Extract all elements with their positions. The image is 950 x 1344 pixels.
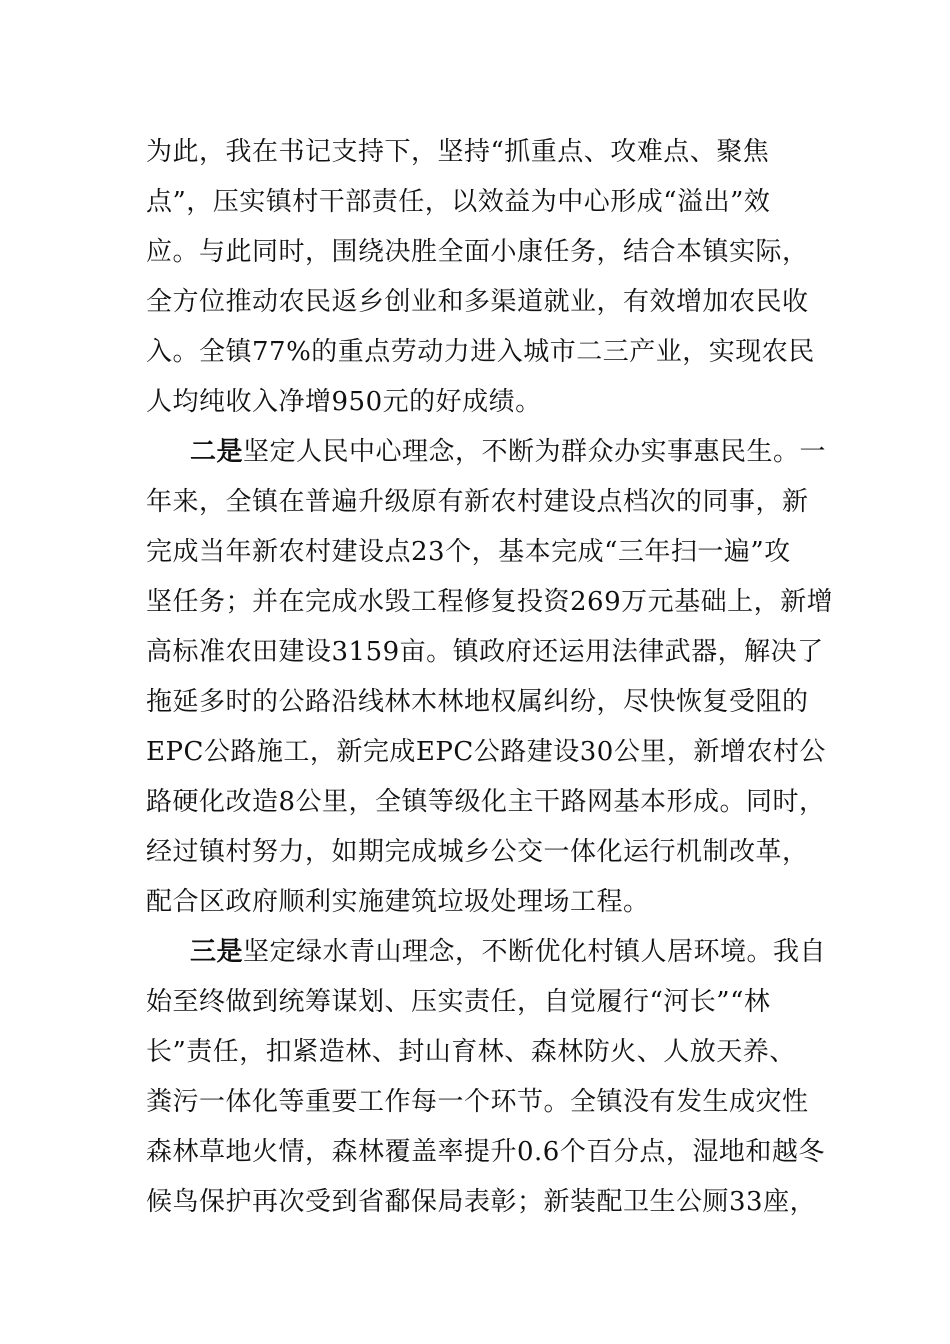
paragraph-2-line-6: 拖延多时的公路沿线林木林地权属纠纷，尽快恢复受阻的 xyxy=(146,687,809,717)
paragraph-2-line-5: 高标准农田建设3159亩。镇政府还运用法律武器，解决了 xyxy=(146,637,824,667)
paragraph-1-line-3: 应。与此同时，围绕决胜全面小康任务，结合本镇实际， xyxy=(146,237,809,267)
paragraph-1-line-1: 为此，我在书记支持下，坚持“抓重点、攻难点、聚焦 xyxy=(146,137,770,167)
paragraph-1-line-6: 人均纯收入净增950元的好成绩。 xyxy=(146,387,542,417)
paragraph-2-line-9: 经过镇村努力，如期完成城乡公交一体化运行机制改革， xyxy=(146,837,809,867)
paragraph-2-line-10: 配合区政府顺利实施建筑垃圾处理场工程。 xyxy=(146,887,650,917)
paragraph-2-line-8: 路硬化改造8公里，全镇等级化主干路网基本形成。同时， xyxy=(146,787,826,817)
paragraph-1-line-2: 点”，压实镇村干部责任，以效益为中心形成“溢出”效 xyxy=(146,187,771,217)
paragraph-3-line-5: 森林草地火情，森林覆盖率提升0.6个百分点，湿地和越冬 xyxy=(146,1137,825,1167)
paragraph-2-line-2: 年来，全镇在普遍升级原有新农村建设点档次的同事，新 xyxy=(146,487,809,517)
paragraph-2-line-1-text: 坚定人民中心理念，不断为群众办实事惠民生。一 xyxy=(243,437,827,467)
paragraph-3-line-6: 候鸟保护再次受到省鄱保局表彰；新装配卫生公厕33座， xyxy=(146,1187,817,1217)
paragraph-1-line-4: 全方位推动农民返乡创业和多渠道就业，有效增加农民收 xyxy=(146,287,809,317)
paragraph-3-line-4: 粪污一体化等重要工作每一个环节。全镇没有发生成灾性 xyxy=(146,1087,809,1117)
paragraph-3-line-1 xyxy=(190,935,826,969)
point-two-lead-in: 二是 xyxy=(190,437,244,467)
paragraph-2-line-1 xyxy=(190,435,826,469)
paragraph-3-line-2: 始至终做到统筹谋划、压实责任，自觉履行“河长”“林 xyxy=(146,987,771,1017)
paragraph-2-line-3: 完成当年新农村建设点23个，基本完成“三年扫一遍”攻 xyxy=(146,537,791,567)
paragraph-2-line-7: EPC公路施工，新完成EPC公路建设30公里，新增农村公 xyxy=(146,737,826,767)
point-three-lead-in: 三是 xyxy=(190,937,244,967)
paragraph-3-line-1-text: 坚定绿水青山理念，不断优化村镇人居环境。我自 xyxy=(243,937,827,967)
paragraph-2-line-4: 坚任务；并在完成水毁工程修复投资269万元基础上，新增 xyxy=(146,587,834,617)
paragraph-1-line-5: 入。全镇77%的重点劳动力进入城市二三产业，实现农民 xyxy=(146,337,815,367)
paragraph-3-line-3: 长”责任，扣紧造林、封山育林、森林防火、人放天养、 xyxy=(146,1037,796,1067)
